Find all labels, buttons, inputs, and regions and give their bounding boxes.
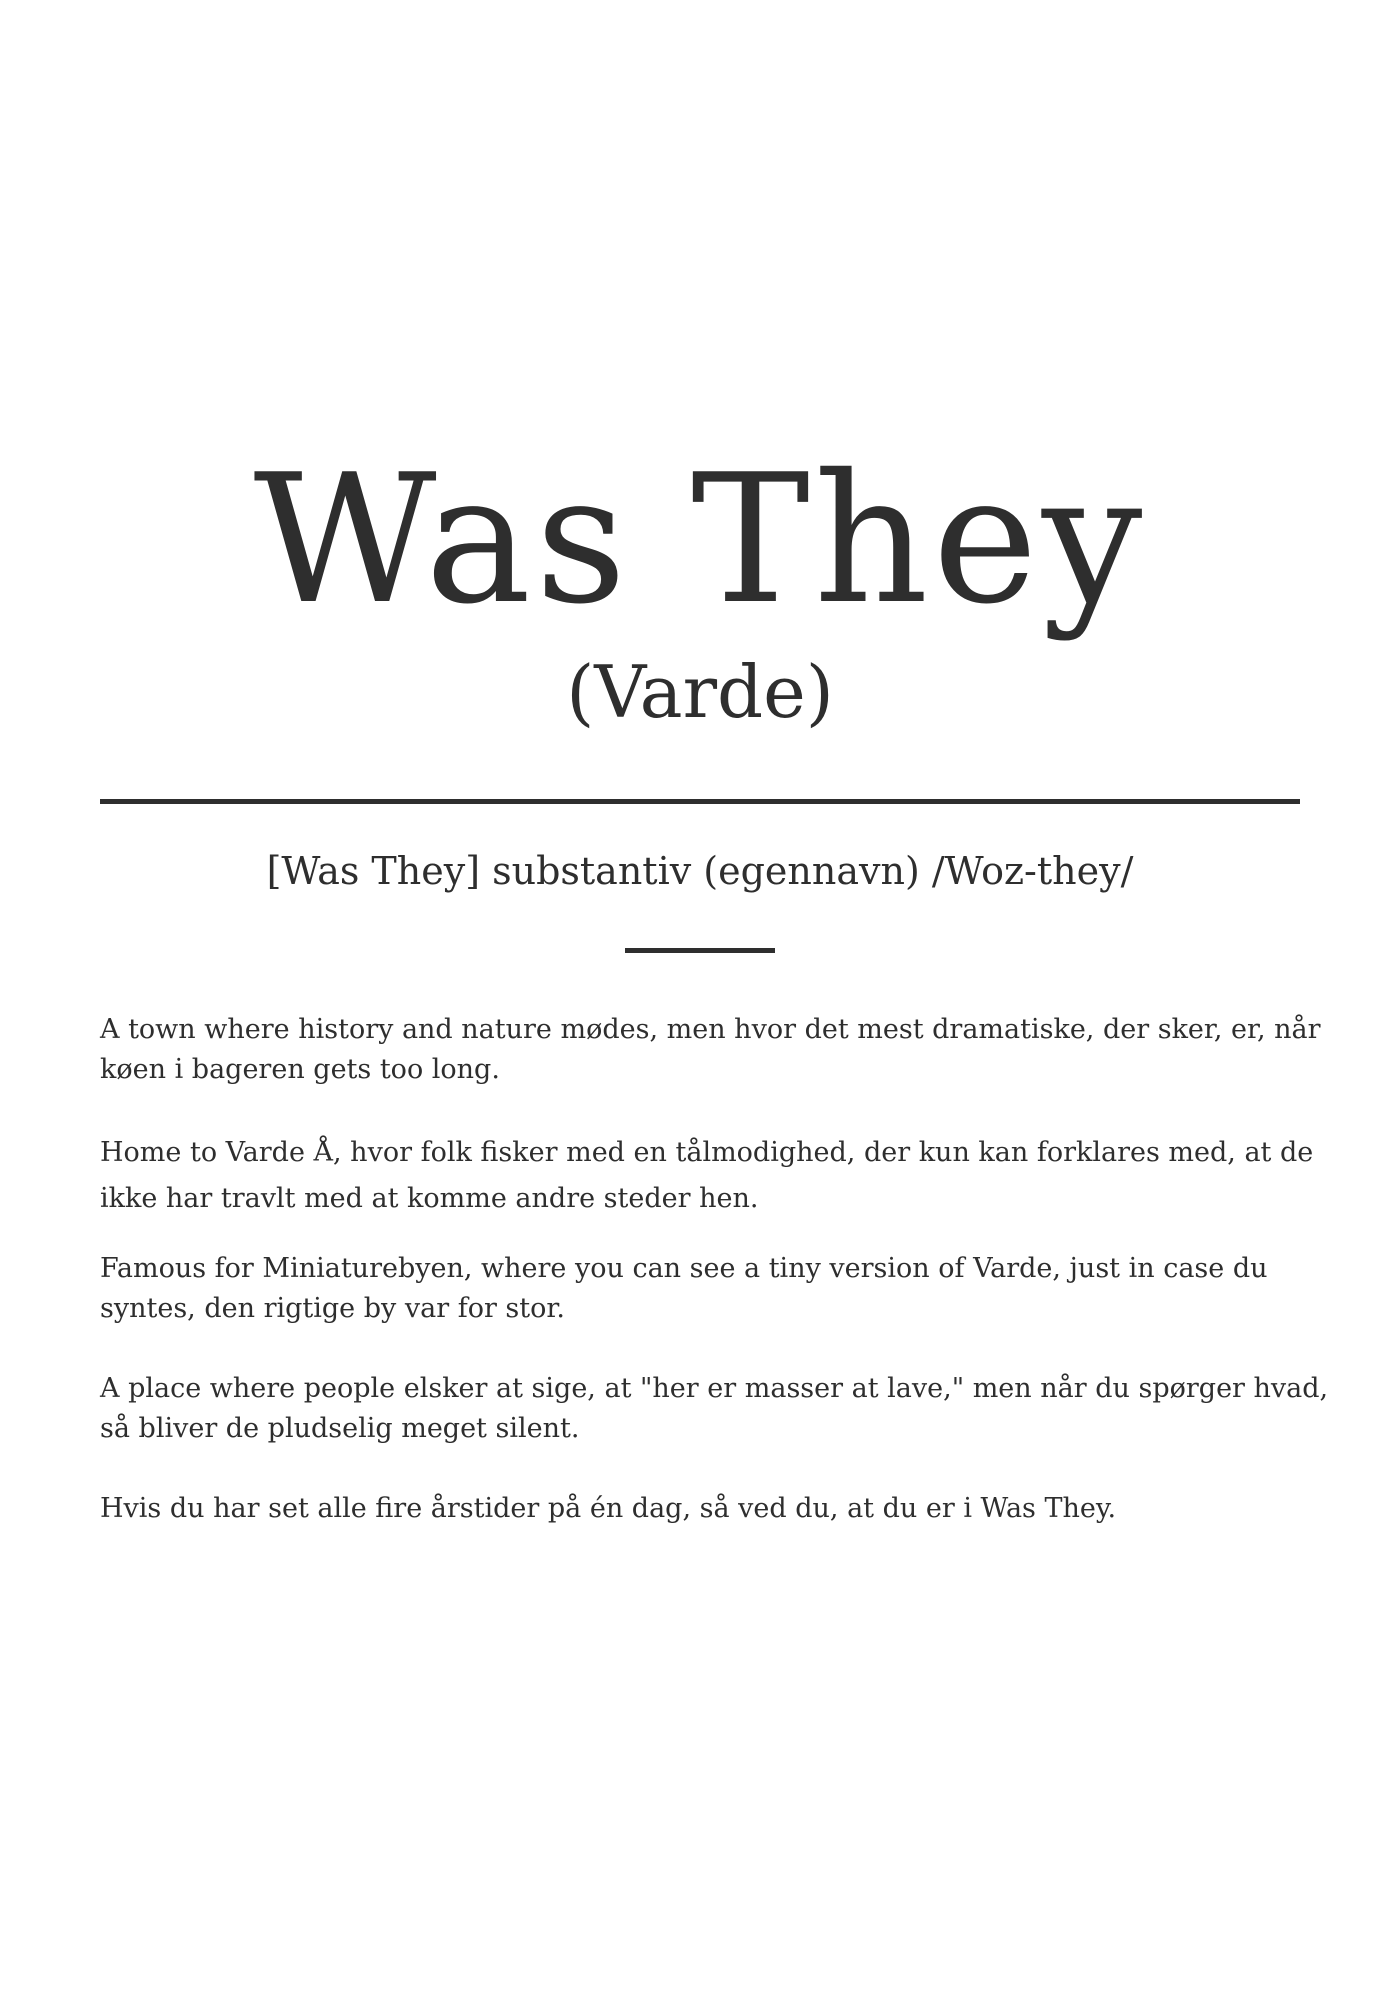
divider-short	[625, 948, 775, 953]
divider-long	[100, 799, 1300, 804]
definition-paragraph-2: Home to Varde Å, hvor folk fisker med en tålmodighed, der kun kan forklares med, at de ikke har travlt med at komme andre steder hen.	[100, 1137, 1314, 1214]
definition-paragraph-5: Hvis du har set alle fire årstider på én dag, så ved du, at du er i Was They.	[100, 1493, 1117, 1524]
definition-paragraph-4: A place where people elsker at sige, at "her er masser at lave," men når du spørger hvad, så bliver de pludselig meget silent.	[100, 1373, 1329, 1444]
pronunciation-line: [Was They] substantiv (egennavn) /Woz-they/	[266, 849, 1134, 893]
page-subtitle: (Varde)	[566, 650, 834, 734]
definition-paragraph-3: Famous for Miniaturebyen, where you can see a tiny version of Varde, just in case du syntes, den rigtige by var for stor.	[100, 1253, 1268, 1324]
page-title: Was They	[253, 436, 1147, 643]
definition-paragraph-1: A town where history and nature mødes, men hvor det mest dramatiske, der sker, er, når køen i bageren gets too long.	[100, 1014, 1321, 1085]
